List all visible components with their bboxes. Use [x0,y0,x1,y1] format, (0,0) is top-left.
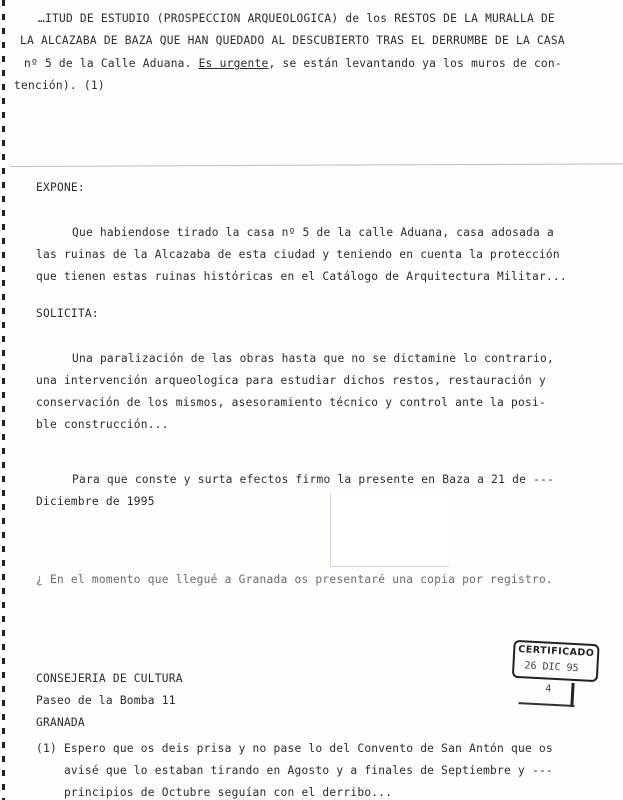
addressee-line-3: GRANADA [36,716,85,729]
urgent-text: Es urgente [198,57,269,70]
certified-stamp [510,640,599,710]
solicita-line-2: una intervención arqueologica para estudiar dichos restos, restauración y [36,374,546,387]
addressee-line-2: Paseo de la Bomba 11 [36,694,176,707]
expone-line-2: las ruinas de la Alcazaba de esta ciudad y teniendo en cuenta la protección [36,248,560,261]
header-line-3 [24,57,562,71]
footnote-line-3: principios de Octubre seguían con el derribo... [36,786,393,799]
stamp-date: 26 DIC 95 [524,660,579,675]
fold-line [10,163,623,167]
pasted-paper-area [330,494,449,567]
solicita-heading: SOLICITA: [36,307,99,320]
addressee-line-1: CONSEJERIA DE CULTURA [36,672,183,685]
header-line-3-start: nº 5 de la Calle Aduana. [24,57,199,70]
solicita-line-4: ble construcción... [36,418,169,431]
header-line-1: …ITUD DE ESTUDIO (PROSPECCION ARQUEOLOGICA) de los RESTOS DE LA MURALLA DE [38,12,555,25]
header-line-3-tail: , se están levantando ya los muros de con- [268,57,562,70]
expone-line-3: que tienen estas ruinas históricas en el Catálogo de Arquitectura Militar... [36,270,567,283]
stamp-underline [518,702,574,707]
expone-heading: EXPONE: [36,181,85,194]
solicita-line-3: conservación de los mismos, asesoramiento técnico y control ante la posi- [36,396,546,409]
closing-line-2: Diciembre de 1995 [36,495,155,508]
stamp-number: 4 [544,683,552,695]
note-line: ¿ En el momento que llegué a Granada os presentaré una copia por registro. [36,573,553,586]
stamp-title: CERTIFICADO [517,644,595,660]
expone-line-1: Que habiendose tirado la casa nº 5 de la calle Aduana, casa adosada a [72,226,554,239]
solicita-line-1: Una paralización de las obras hasta que no se dictamine lo contrario, [72,352,554,365]
footnote-line-1: (1) Espero que os deis prisa y no pase lo del Convento de San Antón que os [36,742,553,755]
stamp-mark [570,683,574,707]
perforation-edge [2,0,5,800]
closing-line-1: Para que conste y surta efectos firmo la presente en Baza a 21 de --- [72,473,554,486]
header-line-2: LA ALCAZABA DE BAZA QUE HAN QUEDADO AL DESCUBIERTO TRAS EL DERRUMBE DE LA CASA [20,34,565,47]
footnote-line-2: avisé que lo estaban tirando en Agosto y a finales de Septiembre y --- [36,764,553,777]
header-line-4: tención). (1) [14,79,105,92]
